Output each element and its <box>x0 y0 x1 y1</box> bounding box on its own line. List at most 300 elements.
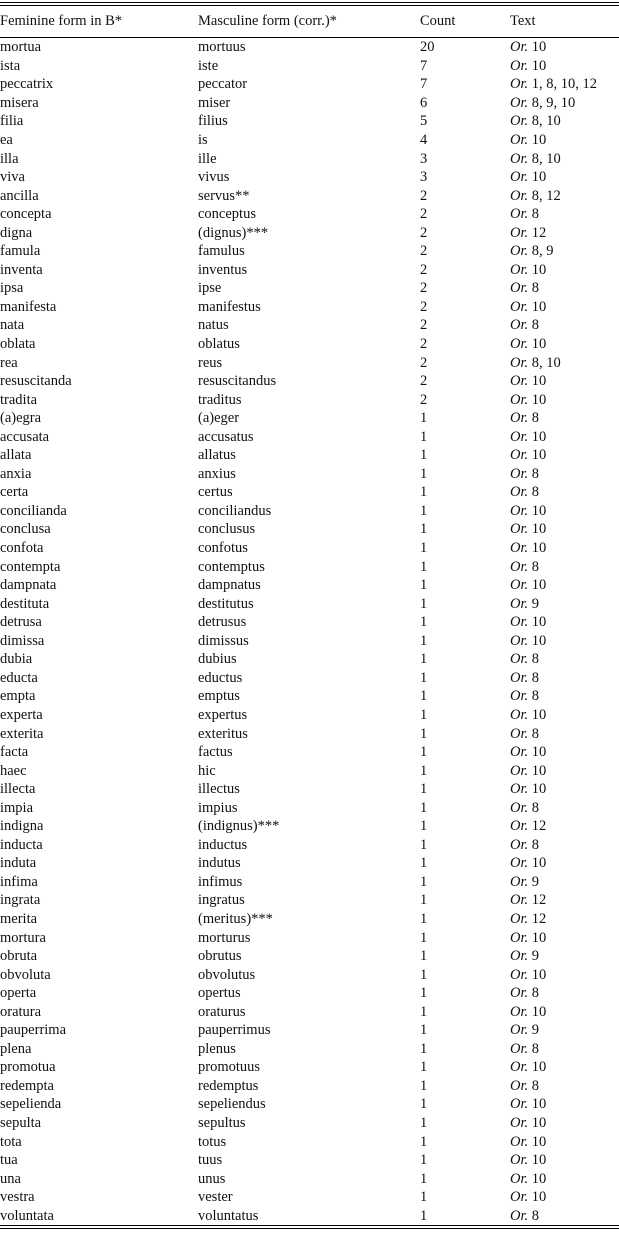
text-reference-cell <box>510 836 619 855</box>
feminine-form-cell: redempta <box>0 1077 54 1094</box>
table-row <box>0 223 619 242</box>
oration-numbers: 8 <box>531 206 540 223</box>
text-reference-cell <box>510 1058 619 1077</box>
text-reference-cell <box>510 632 619 651</box>
masculine-form-cell: opertus <box>198 985 241 1002</box>
count-cell: 20 <box>420 39 435 56</box>
masculine-form-cell: redemptus <box>198 1077 259 1094</box>
masculine-form-cell: pauperrimus <box>198 1022 271 1039</box>
text-reference-cell <box>510 817 619 836</box>
oration-numbers: 10 <box>531 373 547 390</box>
masculine-form-cell: mortuus <box>198 39 246 56</box>
count-cell: 2 <box>420 373 428 390</box>
text-reference-cell <box>510 372 619 391</box>
masculine-form-cell: hic <box>198 762 216 779</box>
oration-abbreviation: Or. <box>510 39 529 56</box>
oration-abbreviation: Or. <box>510 706 529 723</box>
masculine-form-cell: indutus <box>198 855 241 872</box>
count-cell: 1 <box>420 892 428 909</box>
count-cell: 1 <box>420 1170 428 1187</box>
count-cell: 3 <box>420 150 428 167</box>
feminine-form-cell: plena <box>0 1040 32 1057</box>
table-row <box>0 873 619 892</box>
feminine-form-cell: impia <box>0 799 34 816</box>
oration-abbreviation: Or. <box>510 1096 529 1113</box>
oration-numbers: 10 <box>531 706 547 723</box>
feminine-form-cell: conclusa <box>0 521 51 538</box>
oration-abbreviation: Or. <box>510 985 529 1002</box>
count-cell: 1 <box>420 595 428 612</box>
table-row <box>0 854 619 873</box>
table-row <box>0 576 619 595</box>
oration-abbreviation: Or. <box>510 187 529 204</box>
oration-numbers: 9 <box>531 1022 540 1039</box>
oration-abbreviation: Or. <box>510 669 529 686</box>
masculine-form-cell: conclusus <box>198 521 256 538</box>
text-reference-cell <box>510 465 619 484</box>
text-reference-cell <box>510 1114 619 1133</box>
oration-abbreviation: Or. <box>510 1170 529 1187</box>
oration-numbers: 8 <box>531 317 540 334</box>
oration-abbreviation: Or. <box>510 818 529 835</box>
table-row <box>0 38 619 57</box>
oration-abbreviation: Or. <box>510 1207 529 1224</box>
oration-abbreviation: Or. <box>510 799 529 816</box>
oration-numbers: 12 <box>531 910 547 927</box>
header-text: Text <box>510 6 619 38</box>
oration-abbreviation: Or. <box>510 1152 529 1169</box>
table-row <box>0 168 619 187</box>
count-cell: 1 <box>420 465 428 482</box>
count-cell: 2 <box>420 336 428 353</box>
oration-numbers: 10 <box>531 39 547 56</box>
count-cell: 2 <box>420 243 428 260</box>
masculine-form-cell: (meritus)*** <box>198 910 273 927</box>
masculine-form-cell: inventus <box>198 261 248 278</box>
masculine-form-cell: illectus <box>198 781 240 798</box>
header-count: Count <box>420 6 510 38</box>
oration-abbreviation: Or. <box>510 762 529 779</box>
feminine-form-cell: peccatrix <box>0 76 54 93</box>
oration-abbreviation: Or. <box>510 929 529 946</box>
masculine-form-cell: natus <box>198 317 229 334</box>
oration-abbreviation: Or. <box>510 873 529 890</box>
table-row <box>0 743 619 762</box>
feminine-form-cell: mortua <box>0 39 42 56</box>
oration-numbers: 10 <box>531 57 547 74</box>
table-row <box>0 186 619 205</box>
text-reference-cell <box>510 594 619 613</box>
oration-numbers: 8 <box>531 484 540 501</box>
text-reference-cell <box>510 112 619 131</box>
count-cell: 1 <box>420 577 428 594</box>
masculine-form-cell: is <box>198 132 208 148</box>
count-cell: 2 <box>420 317 428 334</box>
table-row <box>0 483 619 502</box>
feminine-form-cell: dimissa <box>0 632 45 649</box>
masculine-form-cell: miser <box>198 94 231 111</box>
feminine-masculine-forms-table <box>0 6 619 1225</box>
table-row <box>0 1077 619 1096</box>
feminine-form-cell: dampnata <box>0 577 57 594</box>
feminine-form-cell: detrusa <box>0 614 42 631</box>
oration-numbers: 10 <box>531 336 547 353</box>
masculine-form-cell: contemptus <box>198 558 265 575</box>
table-row <box>0 539 619 558</box>
count-cell: 1 <box>420 1003 428 1020</box>
table-row <box>0 947 619 966</box>
table-row <box>0 427 619 446</box>
text-reference-cell <box>510 261 619 280</box>
count-cell: 1 <box>420 651 428 668</box>
oration-abbreviation: Or. <box>510 781 529 798</box>
oration-numbers: 10 <box>531 762 547 779</box>
oration-abbreviation: Or. <box>510 150 529 167</box>
count-cell: 1 <box>420 948 428 965</box>
masculine-form-cell: certus <box>198 484 233 501</box>
text-reference-cell <box>510 873 619 892</box>
masculine-form-cell: oraturus <box>198 1003 246 1020</box>
count-cell: 1 <box>420 1022 428 1039</box>
count-cell: 1 <box>420 669 428 686</box>
feminine-form-cell: mortura <box>0 929 46 946</box>
text-reference-cell <box>510 223 619 242</box>
masculine-form-cell: filius <box>198 113 228 130</box>
table-row <box>0 465 619 484</box>
masculine-form-cell: anxius <box>198 465 236 482</box>
text-reference-cell <box>510 1002 619 1021</box>
oration-numbers: 8 <box>531 799 540 816</box>
text-reference-cell <box>510 1169 619 1188</box>
feminine-form-cell: facta <box>0 744 29 761</box>
oration-numbers: 8 <box>531 1040 540 1057</box>
oration-abbreviation: Or. <box>510 614 529 631</box>
text-reference-cell <box>510 502 619 521</box>
count-cell: 1 <box>420 502 428 519</box>
oration-numbers: 8 <box>531 651 540 668</box>
count-cell: 1 <box>420 781 428 798</box>
feminine-form-cell: accusata <box>0 428 50 445</box>
oration-numbers: 8 <box>531 985 540 1002</box>
masculine-form-cell: vivus <box>198 169 230 186</box>
count-cell: 1 <box>420 558 428 575</box>
text-reference-cell <box>510 168 619 187</box>
masculine-form-cell: (a)eger <box>198 410 240 427</box>
table-row <box>0 94 619 113</box>
oration-abbreviation: Or. <box>510 892 529 909</box>
feminine-form-cell: ista <box>0 57 21 74</box>
feminine-form-cell: inducta <box>0 836 43 853</box>
count-cell: 7 <box>420 76 428 93</box>
masculine-form-cell: voluntatus <box>198 1207 259 1224</box>
feminine-form-cell: vestra <box>0 1189 35 1206</box>
table-row <box>0 1114 619 1133</box>
oration-abbreviation: Or. <box>510 336 529 353</box>
oration-numbers: 1, 8, 10, 12 <box>531 76 598 93</box>
oration-abbreviation: Or. <box>510 966 529 983</box>
bottom-double-rule <box>0 1225 619 1229</box>
count-cell: 3 <box>420 169 428 186</box>
count-cell: 1 <box>420 1059 428 1076</box>
count-cell: 2 <box>420 206 428 223</box>
text-reference-cell <box>510 353 619 372</box>
feminine-form-cell: resuscitanda <box>0 373 72 390</box>
table-row <box>0 965 619 984</box>
table-row <box>0 149 619 168</box>
feminine-form-cell: inventa <box>0 261 43 278</box>
table-row <box>0 372 619 391</box>
count-cell: 2 <box>420 354 428 371</box>
text-reference-cell <box>510 965 619 984</box>
feminine-form-cell: educta <box>0 669 38 686</box>
oration-abbreviation: Or. <box>510 132 529 148</box>
table-row <box>0 594 619 613</box>
count-cell: 1 <box>420 428 428 445</box>
count-cell: 1 <box>420 910 428 927</box>
table-row <box>0 557 619 576</box>
feminine-form-cell: concilianda <box>0 502 67 519</box>
oration-numbers: 8 <box>531 1207 540 1224</box>
oration-numbers: 8, 9 <box>531 243 554 260</box>
oration-abbreviation: Or. <box>510 577 529 594</box>
text-reference-cell <box>510 316 619 335</box>
oration-numbers: 10 <box>531 929 547 946</box>
masculine-form-cell: unus <box>198 1170 226 1187</box>
text-reference-cell <box>510 1132 619 1151</box>
table-row <box>0 687 619 706</box>
table-row <box>0 1151 619 1170</box>
feminine-form-cell: voluntata <box>0 1207 54 1224</box>
table-row <box>0 613 619 632</box>
count-cell: 1 <box>420 1040 428 1057</box>
masculine-form-cell: factus <box>198 744 233 761</box>
oration-numbers: 10 <box>531 1133 547 1150</box>
table-row <box>0 242 619 261</box>
oration-abbreviation: Or. <box>510 558 529 575</box>
count-cell: 1 <box>420 447 428 464</box>
text-reference-cell <box>510 613 619 632</box>
oration-numbers: 10 <box>531 447 547 464</box>
text-reference-cell <box>510 854 619 873</box>
table-row <box>0 1095 619 1114</box>
oration-numbers: 10 <box>531 132 547 148</box>
table-row <box>0 75 619 94</box>
oration-numbers: 8 <box>531 410 540 427</box>
table-row <box>0 650 619 669</box>
feminine-form-cell: contempta <box>0 558 61 575</box>
header-feminine-form: Feminine form in B* <box>0 6 198 38</box>
masculine-form-cell: obvolutus <box>198 966 256 983</box>
masculine-form-cell: dampnatus <box>198 577 261 594</box>
feminine-form-cell: experta <box>0 706 43 723</box>
header-row <box>0 6 619 38</box>
oration-abbreviation: Or. <box>510 744 529 761</box>
table-row <box>0 669 619 688</box>
feminine-form-cell: dubia <box>0 651 33 668</box>
feminine-form-cell: concepta <box>0 206 52 223</box>
oration-abbreviation: Or. <box>510 113 529 130</box>
oration-numbers: 8 <box>531 836 540 853</box>
oration-abbreviation: Or. <box>510 76 529 93</box>
oration-numbers: 8 <box>531 669 540 686</box>
feminine-form-cell: ea <box>0 132 13 148</box>
oration-abbreviation: Or. <box>510 224 529 241</box>
text-reference-cell <box>510 706 619 725</box>
text-reference-cell <box>510 687 619 706</box>
oration-abbreviation: Or. <box>510 836 529 853</box>
table-row <box>0 298 619 317</box>
oration-abbreviation: Or. <box>510 206 529 223</box>
oration-numbers: 9 <box>531 595 540 612</box>
oration-numbers: 10 <box>531 614 547 631</box>
feminine-form-cell: misera <box>0 94 39 111</box>
text-reference-cell <box>510 1077 619 1096</box>
feminine-form-cell: oratura <box>0 1003 42 1020</box>
feminine-form-cell: certa <box>0 484 29 501</box>
table-row <box>0 798 619 817</box>
feminine-form-cell: tota <box>0 1133 22 1150</box>
oration-numbers: 10 <box>531 502 547 519</box>
feminine-form-cell: (a)egra <box>0 410 42 427</box>
text-reference-cell <box>510 38 619 57</box>
oration-numbers: 8, 10 <box>531 354 561 371</box>
feminine-form-cell: anxia <box>0 465 32 482</box>
text-reference-cell <box>510 761 619 780</box>
count-cell: 1 <box>420 1189 428 1206</box>
oration-numbers: 10 <box>531 781 547 798</box>
oration-abbreviation: Or. <box>510 1189 529 1206</box>
text-reference-cell <box>510 576 619 595</box>
feminine-form-cell: operta <box>0 985 37 1002</box>
feminine-form-cell: ipsa <box>0 280 24 297</box>
oration-abbreviation: Or. <box>510 1003 529 1020</box>
table-row <box>0 131 619 150</box>
table-row <box>0 891 619 910</box>
masculine-form-cell: oblatus <box>198 336 240 353</box>
text-reference-cell <box>510 205 619 224</box>
text-reference-cell <box>510 390 619 409</box>
header-masculine-form: Masculine form (corr.)* <box>198 6 420 38</box>
oration-abbreviation: Or. <box>510 57 529 74</box>
count-cell: 4 <box>420 132 428 148</box>
text-reference-cell <box>510 984 619 1003</box>
table-row <box>0 836 619 855</box>
count-cell: 1 <box>420 762 428 779</box>
feminine-form-cell: allata <box>0 447 32 464</box>
masculine-form-cell: infimus <box>198 873 243 890</box>
text-reference-cell <box>510 798 619 817</box>
oration-numbers: 9 <box>531 948 540 965</box>
table-row <box>0 1169 619 1188</box>
masculine-form-cell: inductus <box>198 836 248 853</box>
oration-abbreviation: Or. <box>510 447 529 464</box>
table-row <box>0 57 619 76</box>
text-reference-cell <box>510 75 619 94</box>
masculine-form-cell: sepeliendus <box>198 1096 266 1113</box>
masculine-form-cell: plenus <box>198 1040 236 1057</box>
oration-abbreviation: Or. <box>510 948 529 965</box>
table-row <box>0 353 619 372</box>
feminine-form-cell: sepulta <box>0 1114 42 1131</box>
table-row <box>0 632 619 651</box>
count-cell: 1 <box>420 985 428 1002</box>
text-reference-cell <box>510 724 619 743</box>
count-cell: 5 <box>420 113 428 130</box>
oration-numbers: 8 <box>531 1077 540 1094</box>
text-reference-cell <box>510 242 619 261</box>
count-cell: 1 <box>420 614 428 631</box>
oration-abbreviation: Or. <box>510 428 529 445</box>
oration-abbreviation: Or. <box>510 1077 529 1094</box>
oration-numbers: 10 <box>531 1189 547 1206</box>
text-reference-cell <box>510 279 619 298</box>
oration-abbreviation: Or. <box>510 317 529 334</box>
masculine-form-cell: servus** <box>198 187 250 204</box>
feminine-form-cell: obvoluta <box>0 966 51 983</box>
text-reference-cell <box>510 780 619 799</box>
table-row <box>0 1206 619 1225</box>
count-cell: 1 <box>420 632 428 649</box>
count-cell: 1 <box>420 1114 428 1131</box>
text-reference-cell <box>510 186 619 205</box>
masculine-form-cell: eductus <box>198 669 243 686</box>
oration-abbreviation: Or. <box>510 1022 529 1039</box>
table-row <box>0 1132 619 1151</box>
oration-abbreviation: Or. <box>510 1133 529 1150</box>
masculine-form-cell: obrutus <box>198 948 242 965</box>
text-reference-cell <box>510 427 619 446</box>
masculine-form-cell: famulus <box>198 243 245 260</box>
masculine-form-cell: (indignus)*** <box>198 818 280 835</box>
feminine-form-cell: digna <box>0 224 33 241</box>
feminine-form-cell: sepelienda <box>0 1096 62 1113</box>
text-reference-cell <box>510 557 619 576</box>
oration-abbreviation: Or. <box>510 502 529 519</box>
count-cell: 1 <box>420 725 428 742</box>
text-reference-cell <box>510 298 619 317</box>
oration-numbers: 10 <box>531 966 547 983</box>
oration-abbreviation: Or. <box>510 651 529 668</box>
text-reference-cell <box>510 409 619 428</box>
table-row <box>0 928 619 947</box>
oration-numbers: 12 <box>531 892 547 909</box>
text-reference-cell <box>510 891 619 910</box>
text-reference-cell <box>510 1151 619 1170</box>
table-row <box>0 1040 619 1059</box>
text-reference-cell <box>510 539 619 558</box>
count-cell: 7 <box>420 57 428 74</box>
oration-numbers: 8, 10 <box>531 113 561 130</box>
oration-numbers: 10 <box>531 261 547 278</box>
feminine-form-cell: oblata <box>0 336 36 353</box>
oration-abbreviation: Or. <box>510 280 529 297</box>
feminine-form-cell: promotua <box>0 1059 56 1076</box>
count-cell: 6 <box>420 94 428 111</box>
table-row <box>0 409 619 428</box>
masculine-form-cell: iste <box>198 57 219 74</box>
oration-numbers: 10 <box>531 855 547 872</box>
text-reference-cell <box>510 669 619 688</box>
oration-abbreviation: Or. <box>510 595 529 612</box>
oration-numbers: 10 <box>531 744 547 761</box>
count-cell: 1 <box>420 688 428 705</box>
table-row <box>0 502 619 521</box>
feminine-form-cell: manifesta <box>0 298 57 315</box>
oration-numbers: 8, 12 <box>531 187 561 204</box>
table-row <box>0 780 619 799</box>
text-reference-cell <box>510 520 619 539</box>
oration-numbers: 9 <box>531 873 540 890</box>
